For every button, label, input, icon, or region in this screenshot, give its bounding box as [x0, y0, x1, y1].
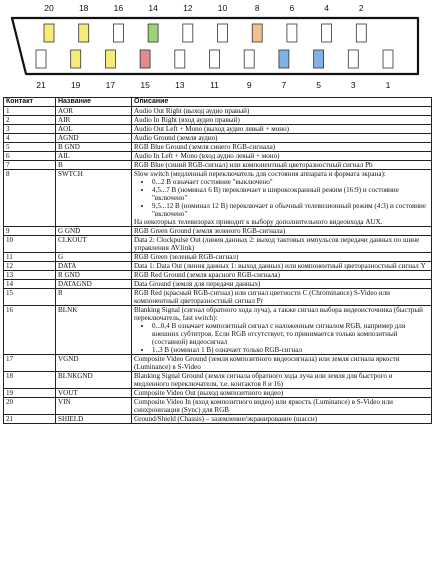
description-cell: Blanking Signal Ground (земля сигнала обратного хода луча или земля для быстрого и медленного переключателя, т.е. контактов 8 и 16) — [132, 372, 432, 389]
description-cell — [132, 306, 432, 355]
pin-number-cell: 10 — [4, 236, 56, 253]
table-row — [4, 306, 432, 355]
pin-11 — [210, 50, 220, 68]
pin-number-cell: 4 — [4, 134, 56, 143]
table-row — [4, 262, 432, 271]
description-cell: Composite Video Out (выход композитного видео) — [132, 389, 432, 398]
pin-3 — [348, 50, 358, 68]
table-row — [4, 280, 432, 289]
description-cell: RGB Blue Ground (земля синего RGB-сигнала) — [132, 143, 432, 152]
table-row — [4, 372, 432, 389]
signal-name-cell: DATA — [56, 262, 132, 271]
pin-number-cell: 21 — [4, 415, 56, 424]
description-cell: Composite Video Ground (земля композитного видеосигнала) или земля сигнала яркости (Luminance) в S-Video — [132, 355, 432, 372]
pin-label-4: 4 — [324, 3, 329, 13]
pin-number-cell: 6 — [4, 152, 56, 161]
pin-5 — [314, 50, 324, 68]
signal-name-cell: BLNK — [56, 306, 132, 355]
pin-8 — [252, 24, 262, 42]
pin-label-3: 3 — [350, 80, 356, 90]
description-text: Blanking Signal (сигнал обратного хода луча), а также сигнал выбора видеоисточника (быстрый переключатель, fast switch): — [134, 306, 423, 322]
description-bullets — [134, 178, 429, 218]
pin-13 — [175, 50, 185, 68]
description-cell: RGB Red (красный RGB-сигнал) или сигнал цветности C (Chrominance) S-Video или компонентный цветоразностный сигнал Pr — [132, 289, 432, 306]
table-row — [4, 125, 432, 134]
pin-number-cell: 11 — [4, 253, 56, 262]
table-row — [4, 107, 432, 116]
bullet-item: • 4,5...7 В (номинал 6 В) переключает в широкоэкранный режим (16:9) и состояние "включено" — [152, 186, 429, 202]
signal-name-cell: VGND — [56, 355, 132, 372]
scart-connector-diagram — [0, 0, 434, 95]
signal-name-cell: BLNKGND — [56, 372, 132, 389]
signal-name-cell: G — [56, 253, 132, 262]
table-row — [4, 227, 432, 236]
table-row — [4, 289, 432, 306]
table-header-row — [4, 98, 432, 107]
description-cell: Data 2: Clockpulse Out (линия данных 2: выход тактовых импульсов передачи данных по шине управления AV.link) — [132, 236, 432, 253]
pin-12 — [183, 24, 193, 42]
table-row — [4, 271, 432, 280]
description-cell: Data 1: Data Out (линия данных 1: выход данных) или компонентный цветоразностный сигнал Y — [132, 262, 432, 271]
bullet-item: • 0...0,4 В означает композитный сигнал с наложенным сигналом RGB, например для внешних субтитров. Если RGB отсутствует, то принимается только композитный (составной) видеосигнал — [152, 322, 429, 346]
pin-1 — [383, 50, 393, 68]
pin-9 — [244, 50, 254, 68]
pin-number-cell: 17 — [4, 355, 56, 372]
pin-number-cell: 5 — [4, 143, 56, 152]
header-description: Описание — [132, 98, 432, 107]
pin-label-18: 18 — [78, 3, 89, 13]
pin-18 — [79, 24, 89, 42]
signal-name-cell: B GND — [56, 143, 132, 152]
pin-number-cell: 19 — [4, 389, 56, 398]
pin-label-7: 7 — [281, 80, 287, 90]
pin-15 — [140, 50, 150, 68]
table-row — [4, 253, 432, 262]
pin-label-9: 9 — [246, 80, 252, 90]
pin-label-5: 5 — [316, 80, 321, 90]
pin-20 — [44, 24, 54, 42]
table-row — [4, 152, 432, 161]
pin-label-12: 12 — [183, 3, 193, 13]
description-cell: Audio Ground (земля аудио) — [132, 134, 432, 143]
signal-name-cell: AGND — [56, 134, 132, 143]
signal-name-cell: AIL — [56, 152, 132, 161]
description-cell — [132, 170, 432, 227]
pin-label-2: 2 — [358, 3, 364, 13]
description-cell: Audio Out Right (выход аудио правый) — [132, 107, 432, 116]
signal-name-cell: AOL — [56, 125, 132, 134]
pin-number-cell: 8 — [4, 170, 56, 227]
table-row — [4, 355, 432, 372]
pin-label-15: 15 — [140, 80, 150, 90]
table-row — [4, 161, 432, 170]
description-cell: Audio In Right (вход аудио правый) — [132, 116, 432, 125]
pin-number-cell: 7 — [4, 161, 56, 170]
signal-name-cell: AIR — [56, 116, 132, 125]
header-name: Название — [56, 98, 132, 107]
pin-number-cell: 20 — [4, 398, 56, 415]
description-cell: Audio Out Left + Mono (выход аудио левый + моно) — [132, 125, 432, 134]
pin-label-8: 8 — [254, 3, 260, 13]
pin-number-cell: 16 — [4, 306, 56, 355]
pin-label-17: 17 — [105, 80, 116, 90]
pin-label-16: 16 — [113, 3, 124, 13]
pin-number-cell: 13 — [4, 271, 56, 280]
pin-14 — [148, 24, 158, 42]
bullet-item: • 1..3 В (номинал 1 В) означает только RGB-сигнал — [152, 346, 429, 354]
pin-label-1: 1 — [385, 80, 391, 90]
description-cell: Data Ground (земля для передачи данных) — [132, 280, 432, 289]
pin-number-cell: 14 — [4, 280, 56, 289]
pin-number-cell: 9 — [4, 227, 56, 236]
table-row — [4, 415, 432, 424]
pin-label-13: 13 — [175, 80, 185, 90]
description-cell: Composite Video In (вход композитного видео) или яркость (Luminance) в S-Video или синхронизация (Sync) для RGB — [132, 398, 432, 415]
table-row — [4, 236, 432, 253]
signal-name-cell: CLKOUT — [56, 236, 132, 253]
pin-number-cell: 15 — [4, 289, 56, 306]
description-cell: RGB Green Ground (земля зеленого RGB-сигнала) — [132, 227, 432, 236]
description-cell: RGB Blue (синий RGB-сигнал) или компонентный цветоразностный сигнал Pb — [132, 161, 432, 170]
signal-name-cell: AOR — [56, 107, 132, 116]
description-text: Slow switch (медленный переключатель для состояния аппарата и формата экрана): — [134, 170, 386, 178]
pin-label-10: 10 — [217, 3, 228, 13]
pin-label-14: 14 — [148, 3, 158, 13]
pin-number-cell: 2 — [4, 116, 56, 125]
signal-name-cell: DATAGND — [56, 280, 132, 289]
bullet-item: • 9,5...12 В (номинал 12 В) переключает в обычный телевизионный режим (4:3) и состояние "включено" — [152, 202, 429, 218]
table-row — [4, 170, 432, 227]
pin-2 — [356, 24, 366, 42]
pin-4 — [322, 24, 332, 42]
pin-21 — [36, 50, 46, 68]
table-row — [4, 116, 432, 125]
header-pin: Контакт — [4, 98, 56, 107]
pin-number-cell: 3 — [4, 125, 56, 134]
table-row — [4, 398, 432, 415]
signal-name-cell: B — [56, 161, 132, 170]
pin-label-6: 6 — [289, 3, 295, 13]
signal-name-cell: R — [56, 289, 132, 306]
signal-name-cell: G GND — [56, 227, 132, 236]
pin-number-cell: 1 — [4, 107, 56, 116]
description-bullets — [134, 322, 429, 354]
pin-7 — [279, 50, 289, 68]
table-row — [4, 389, 432, 398]
signal-name-cell: R GND — [56, 271, 132, 280]
description-cell: RGB Green (зеленый RGB-сигнал) — [132, 253, 432, 262]
table-row — [4, 134, 432, 143]
description-note: На некоторых телевизорах приводит к выбору дополнительного видеовхода AUX. — [134, 218, 383, 226]
pinout-table — [3, 97, 432, 424]
pin-label-20: 20 — [44, 3, 54, 13]
pin-10 — [218, 24, 228, 42]
signal-name-cell: VOUT — [56, 389, 132, 398]
pin-16 — [113, 24, 123, 42]
pin-number-cell: 18 — [4, 372, 56, 389]
description-cell: RGB Red Ground (земля красного RGB-сигнала) — [132, 271, 432, 280]
table-row — [4, 143, 432, 152]
signal-name-cell: SHIELD — [56, 415, 132, 424]
pin-17 — [105, 50, 115, 68]
description-cell: Audio In Left + Mono (вход аудио левый + моно) — [132, 152, 432, 161]
pin-label-21: 21 — [36, 80, 46, 90]
pin-6 — [287, 24, 297, 42]
pin-19 — [71, 50, 81, 68]
bullet-item: • 0...2 В означает состояние "выключено" — [152, 178, 429, 186]
signal-name-cell: SWTCH — [56, 170, 132, 227]
pin-label-19: 19 — [70, 80, 81, 90]
description-cell: Ground/Shield (Chassis) – заземление/экранирование (шасси) — [132, 415, 432, 424]
pin-label-11: 11 — [210, 80, 219, 90]
signal-name-cell: VIN — [56, 398, 132, 415]
pin-number-cell: 12 — [4, 262, 56, 271]
